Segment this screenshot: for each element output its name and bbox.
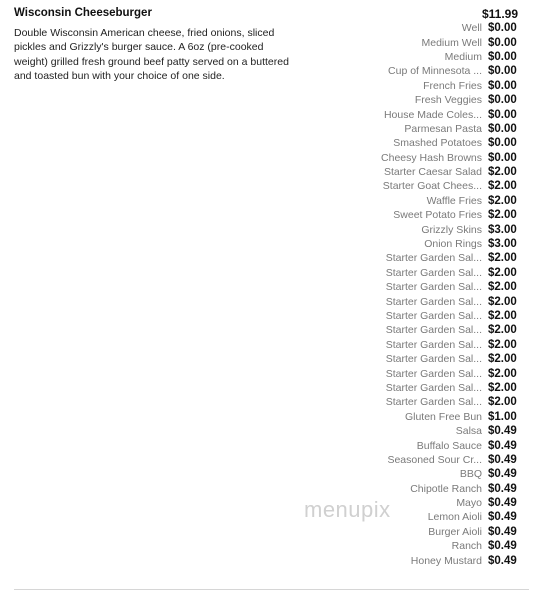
option-price: $2.00 xyxy=(488,353,517,366)
option-label: Cup of Minnesota ... xyxy=(388,65,482,78)
option-price: $0.00 xyxy=(488,50,517,63)
option-label: Starter Garden Sal... xyxy=(385,338,482,351)
option-row xyxy=(354,50,534,64)
option-label: Salsa xyxy=(455,425,482,438)
option-row xyxy=(354,93,534,107)
item-title: Wisconsin Cheeseburger xyxy=(14,7,152,19)
option-price: $0.49 xyxy=(488,540,517,553)
option-label: Starter Garden Sal... xyxy=(385,310,482,322)
option-row xyxy=(354,280,534,294)
option-row xyxy=(354,424,534,438)
option-label: BBQ xyxy=(459,468,482,481)
option-price: $0.49 xyxy=(488,497,517,510)
option-label: Mayo xyxy=(456,497,482,510)
option-label: French Fries xyxy=(423,79,482,92)
option-label: Medium xyxy=(444,50,482,63)
option-row xyxy=(354,151,534,165)
option-label: Starter Garden Sal... xyxy=(385,252,482,265)
option-price: $2.00 xyxy=(488,396,517,409)
option-row xyxy=(354,294,534,308)
option-price: $2.00 xyxy=(488,180,517,193)
option-price: $2.00 xyxy=(488,310,517,322)
option-row xyxy=(354,482,534,496)
option-row xyxy=(354,35,534,49)
option-label: Buffalo Sauce xyxy=(416,439,482,452)
option-label: Parmesan Pasta xyxy=(404,122,482,135)
option-row xyxy=(354,222,534,236)
divider xyxy=(14,589,529,590)
option-label: Onion Rings xyxy=(424,238,482,251)
option-row xyxy=(354,539,534,553)
option-price: $0.49 xyxy=(488,482,517,495)
option-label: Starter Garden Sal... xyxy=(385,396,482,409)
option-label: Sweet Potato Fries xyxy=(393,209,482,222)
option-row xyxy=(354,381,534,395)
option-row xyxy=(354,366,534,380)
option-price: $2.00 xyxy=(488,367,517,380)
option-price: $0.49 xyxy=(488,511,517,524)
option-price: $3.00 xyxy=(488,223,517,236)
option-label: Starter Garden Sal... xyxy=(385,381,482,394)
option-price: $0.00 xyxy=(488,122,517,135)
option-price: $1.00 xyxy=(488,410,517,423)
option-label: Starter Garden Sal... xyxy=(385,295,482,308)
option-price: $0.49 xyxy=(488,554,517,567)
option-row xyxy=(354,251,534,265)
option-row xyxy=(354,553,534,567)
option-price: $0.00 xyxy=(488,79,517,92)
option-label: Starter Garden Sal... xyxy=(385,367,482,380)
option-row xyxy=(354,165,534,179)
option-price: $0.49 xyxy=(488,425,517,438)
option-price: $2.00 xyxy=(488,266,517,279)
option-row xyxy=(354,467,534,481)
option-price: $0.00 xyxy=(488,137,517,150)
option-price: $0.49 xyxy=(488,439,517,452)
option-label: Starter Caesar Salad xyxy=(383,166,482,179)
option-price: $2.00 xyxy=(488,209,517,222)
watermark-logo: menupix xyxy=(304,497,391,522)
option-label: Smashed Potatoes xyxy=(393,137,482,150)
option-price: $0.49 xyxy=(488,525,517,538)
option-price: $0.00 xyxy=(488,108,517,121)
options-list xyxy=(354,21,534,568)
option-row xyxy=(354,352,534,366)
option-row xyxy=(354,453,534,467)
option-row xyxy=(354,79,534,93)
option-price: $0.49 xyxy=(488,453,517,466)
option-label: Ranch xyxy=(451,540,482,553)
option-row xyxy=(354,208,534,222)
option-row xyxy=(354,395,534,409)
option-label: Cheesy Hash Browns xyxy=(381,151,482,164)
option-price: $0.49 xyxy=(488,468,517,481)
option-label: Chipotle Ranch xyxy=(410,482,482,495)
option-row xyxy=(354,237,534,251)
option-row xyxy=(354,438,534,452)
option-price: $2.00 xyxy=(488,194,517,207)
item-price: $11.99 xyxy=(481,7,518,21)
option-price: $2.00 xyxy=(488,338,517,351)
option-label: Grizzly Skins xyxy=(421,223,482,236)
option-price: $0.00 xyxy=(488,151,517,164)
option-price: $3.00 xyxy=(488,238,517,251)
option-label: Lemon Aioli xyxy=(427,511,482,524)
option-row xyxy=(354,410,534,424)
option-row xyxy=(354,107,534,121)
option-label: Seasoned Sour Cr... xyxy=(387,453,482,466)
option-label: Starter Garden Sal... xyxy=(385,353,482,366)
option-price: $0.00 xyxy=(488,36,517,49)
option-price: $2.00 xyxy=(488,166,517,179)
option-label: House Made Coles... xyxy=(383,108,482,121)
option-row xyxy=(354,136,534,150)
option-price: $2.00 xyxy=(488,252,517,265)
option-row xyxy=(354,64,534,78)
option-label: Starter Goat Chees... xyxy=(382,180,482,193)
option-row xyxy=(354,194,534,208)
option-row xyxy=(354,21,534,35)
option-row xyxy=(354,309,534,323)
option-price: $2.00 xyxy=(488,281,517,294)
option-row xyxy=(354,179,534,193)
option-price: $2.00 xyxy=(488,295,517,308)
item-description: Double Wisconsin American cheese, fried onions, sliced pickles and Grizzly's burger sauce. A 6oz (pre-cooked weight) grilled fresh ground beef patty served on a buttered and toasted bun with your choice of one side. xyxy=(14,27,289,83)
option-label: Honey Mustard xyxy=(410,554,482,567)
option-row xyxy=(354,323,534,337)
option-label: Starter Garden Sal... xyxy=(385,324,482,337)
option-label: Well xyxy=(461,22,482,35)
option-row xyxy=(354,525,534,539)
option-row xyxy=(354,266,534,280)
option-label: Gluten Free Bun xyxy=(404,410,482,423)
option-row xyxy=(354,122,534,136)
option-price: $2.00 xyxy=(488,324,517,337)
option-price: $0.00 xyxy=(488,22,517,35)
option-row xyxy=(354,338,534,352)
option-label: Burger Aioli xyxy=(428,525,482,538)
option-price: $0.00 xyxy=(488,65,517,78)
option-label: Fresh Veggies xyxy=(414,94,482,107)
option-label: Starter Garden Sal... xyxy=(385,281,482,294)
option-label: Medium Well xyxy=(421,36,482,49)
option-price: $0.00 xyxy=(488,94,517,107)
option-label: Waffle Fries xyxy=(426,194,482,207)
option-price: $2.00 xyxy=(488,381,517,394)
option-label: Starter Garden Sal... xyxy=(385,266,482,279)
